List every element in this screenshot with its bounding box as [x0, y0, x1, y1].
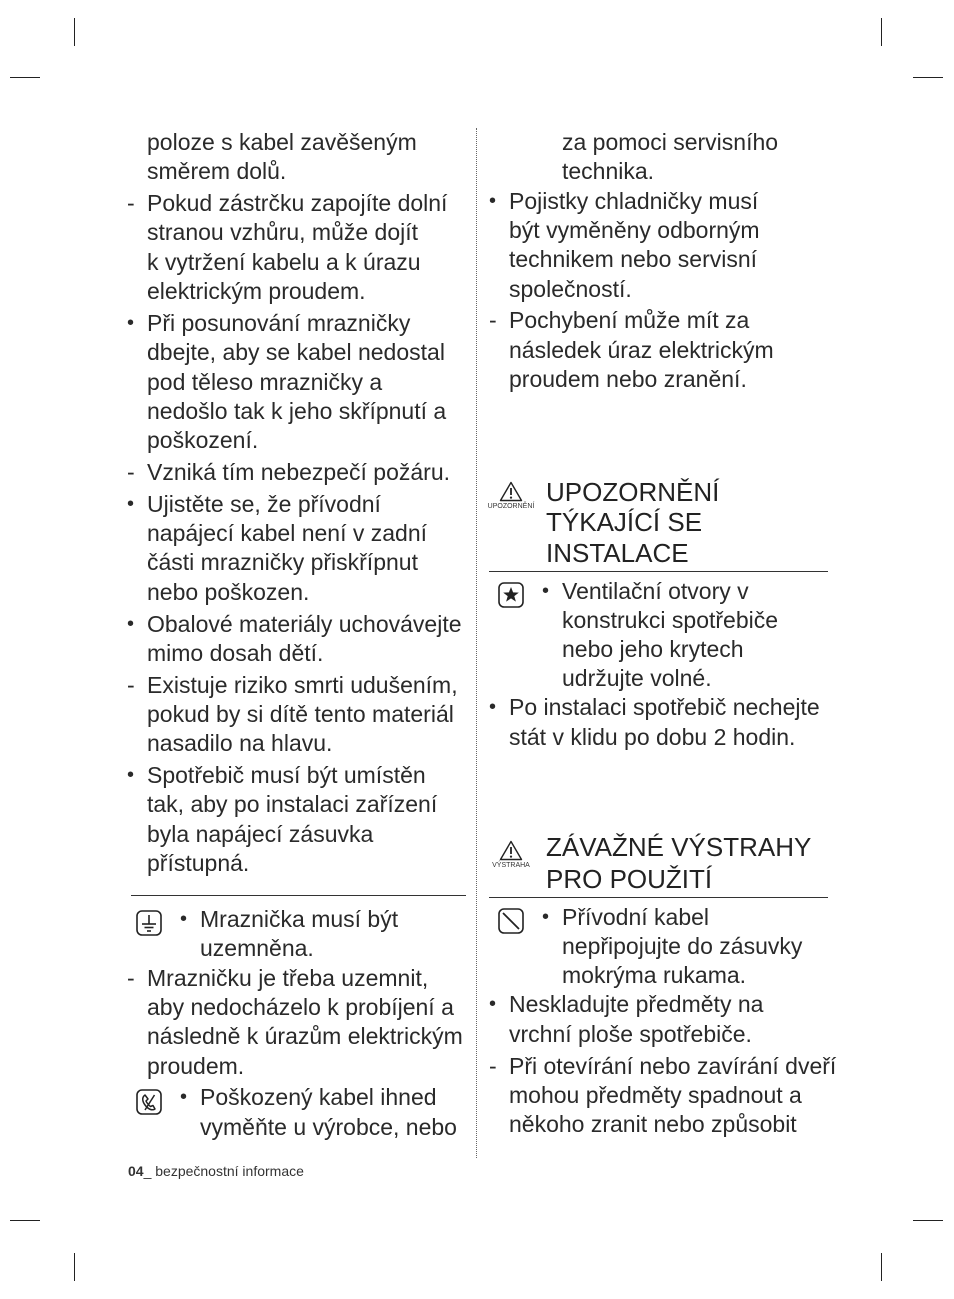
warning-icon: [487, 481, 535, 517]
text-line: Neskladujte předměty na: [509, 991, 764, 1017]
text-line: Při otevírání nebo zavírání dveří: [509, 1053, 837, 1079]
text-line: následně k úrazům elektrickým: [147, 1023, 463, 1049]
text-line: Vzniká tím nebezpečí požáru.: [147, 459, 450, 485]
text-line: společností.: [509, 276, 632, 302]
warning-caption: VÝSTRAHA: [492, 862, 530, 869]
text-line: Obalové materiály uchovávejte: [147, 611, 462, 637]
bullet-marker: •: [542, 906, 550, 928]
section-heading: INSTALACE: [546, 538, 689, 568]
text-line: uzemněna.: [200, 935, 314, 961]
text-line: nepřipojujte do zásuvky: [562, 933, 803, 959]
text-line: konstrukci spotřebiče: [562, 607, 779, 633]
bullet-marker: •: [180, 1086, 188, 1108]
text-line: udržujte volné.: [562, 665, 712, 691]
text-line: za pomoci servisního: [562, 129, 779, 155]
text-line: mohou předměty spadnout a: [509, 1082, 802, 1108]
section-heading: UPOZORNĚNÍ: [546, 477, 720, 507]
bullet-marker: •: [489, 190, 497, 212]
crop-mark: [74, 18, 75, 46]
crop-mark: [74, 1253, 75, 1281]
text-line: technikem nebo servisní: [509, 246, 758, 272]
star-icon: [498, 582, 524, 608]
bullet-marker: •: [542, 580, 550, 602]
page-number: 04: [128, 1163, 144, 1179]
dash-marker: -: [127, 190, 135, 216]
crop-mark: [10, 77, 40, 78]
text-line: vrchní ploše spotřebiče.: [509, 1021, 752, 1047]
text-line: vyměňte u výrobce, nebo: [200, 1114, 457, 1140]
text-line: elektrickým proudem.: [147, 278, 366, 304]
warning-caption: UPOZORNĚNÍ: [487, 503, 535, 510]
text-line: Přívodní kabel: [562, 904, 710, 930]
crop-mark: [881, 18, 882, 46]
page-footer: [128, 1163, 304, 1179]
text-line: směrem dolů.: [147, 158, 287, 184]
bullet-marker: •: [127, 493, 135, 515]
text-line: Spotřebič musí být umístěn: [147, 762, 426, 788]
text-line: pokud by si dítě tento materiál: [147, 701, 454, 727]
text-line: nebo poškozen.: [147, 579, 310, 605]
section-rule: [131, 895, 466, 896]
text-line: mimo dosah dětí.: [147, 640, 324, 666]
bullet-marker: •: [180, 908, 188, 930]
text-line: být vyměněny odborným: [509, 217, 760, 243]
section-rule: [489, 897, 828, 898]
text-line: proudem.: [147, 1053, 245, 1079]
text-line: Pochybení může mít za: [509, 307, 750, 333]
text-line: aby nedocházelo k probíjení a: [147, 994, 454, 1020]
bullet-marker: •: [489, 993, 497, 1015]
bullet-marker: •: [489, 696, 497, 718]
prohibited-icon: [498, 908, 524, 934]
text-line: přístupná.: [147, 850, 250, 876]
text-line: k vytržení kabelu a k úrazu: [147, 249, 421, 275]
text-line: někoho zranit nebo způsobit: [509, 1111, 797, 1137]
bullet-marker: •: [127, 613, 135, 635]
crop-mark: [913, 1220, 943, 1221]
column-divider: [476, 128, 477, 1158]
text-line: stát v klidu po dobu 2 hodin.: [509, 724, 796, 750]
crop-mark: [913, 77, 943, 78]
section-heading: TÝKAJÍCÍ SE: [546, 507, 703, 537]
ground-icon: [136, 910, 162, 936]
text-line: nedošlo tak k jeho skřípnutí a: [147, 398, 447, 424]
phone-icon: [136, 1089, 162, 1115]
text-line: poloze s kabel zavěšeným: [147, 129, 417, 155]
text-line: byla napájecí zásuvka: [147, 821, 374, 847]
dash-marker: -: [489, 307, 497, 333]
dash-marker: -: [127, 672, 135, 698]
text-line: nebo jeho krytech: [562, 636, 744, 662]
text-line: Ventilační otvory v: [562, 578, 749, 604]
text-line: části mrazničky přiskřípnut: [147, 549, 418, 575]
dash-marker: -: [489, 1053, 497, 1079]
bullet-marker: •: [127, 312, 135, 334]
text-line: mokrýma rukama.: [562, 962, 747, 988]
text-line: Pokud zástrčku zapojíte dolní: [147, 190, 448, 216]
text-line: Ujistěte se, že přívodní: [147, 491, 381, 517]
text-line: Existuje riziko smrti udušením,: [147, 672, 458, 698]
text-line: napájecí kabel není v zadní: [147, 520, 428, 546]
text-line: dbejte, aby se kabel nedostal: [147, 339, 445, 365]
text-line: Mraznička musí být: [200, 906, 399, 932]
text-line: tak, aby po instalaci zařízení: [147, 791, 438, 817]
section-rule: [489, 571, 828, 572]
section-heading: ZÁVAŽNÉ VÝSTRAHY: [546, 832, 812, 862]
text-line: Mrazničku je třeba uzemnit,: [147, 965, 429, 991]
text-line: Po instalaci spotřebič nechejte: [509, 694, 820, 720]
text-line: technika.: [562, 158, 655, 184]
dash-marker: -: [127, 459, 135, 485]
text-line: následek úraz elektrickým: [509, 337, 774, 363]
dash-marker: -: [127, 965, 135, 991]
text-line: Pojistky chladničky musí: [509, 188, 759, 214]
footer-label: _ bezpečnostní informace: [143, 1163, 304, 1179]
text-line: Při posunování mrazničky: [147, 310, 411, 336]
crop-mark: [881, 1253, 882, 1281]
text-line: poškození.: [147, 427, 259, 453]
text-line: pod těleso mrazničky a: [147, 369, 383, 395]
text-line: proudem nebo zranění.: [509, 366, 747, 392]
warning-icon: [487, 840, 535, 876]
bullet-marker: •: [127, 764, 135, 786]
crop-mark: [10, 1220, 40, 1221]
section-heading: PRO POUŽITÍ: [546, 864, 713, 894]
text-line: nasadilo na hlavu.: [147, 730, 333, 756]
text-line: Poškozený kabel ihned: [200, 1084, 437, 1110]
text-line: stranou vzhůru, může dojít: [147, 219, 419, 245]
